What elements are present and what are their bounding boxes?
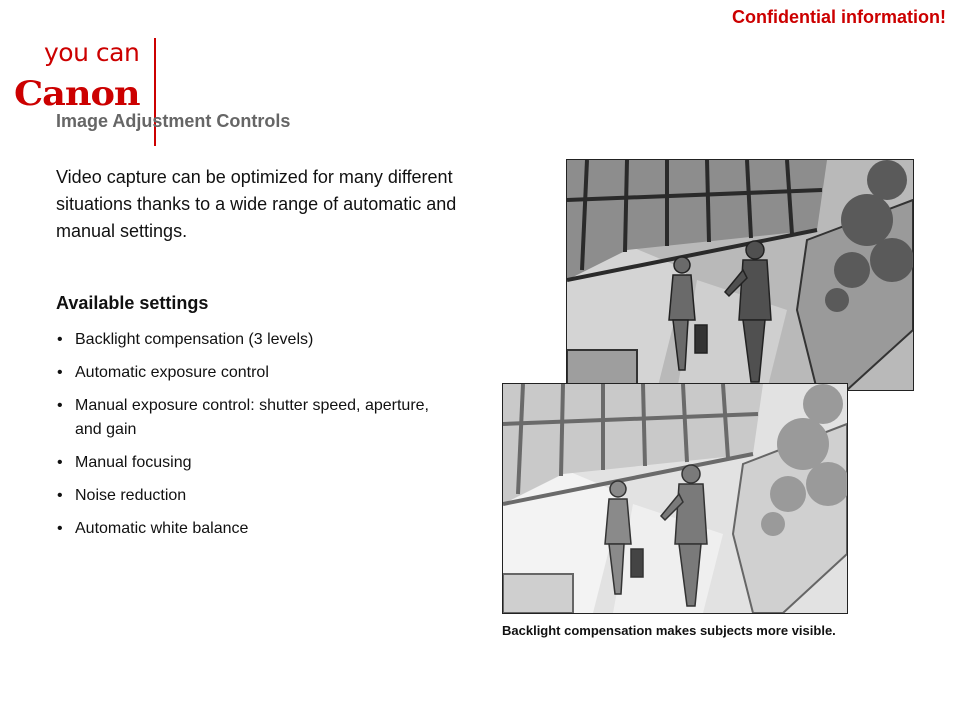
logo-tagline: you can xyxy=(44,38,140,67)
list-item: • Automatic exposure control xyxy=(56,361,456,385)
list-item: • Manual focusing xyxy=(56,451,456,475)
canon-logo xyxy=(14,38,144,113)
settings-heading: Available settings xyxy=(56,293,209,313)
confidential-notice: Confidential information! xyxy=(732,7,946,27)
list-item: • Automatic white balance xyxy=(56,517,456,541)
settings-list xyxy=(56,328,456,550)
logo-brand: Canon xyxy=(14,74,140,114)
list-item: • Manual exposure control: shutter speed, aperture, and gain xyxy=(56,394,456,442)
illustration-with-compensation xyxy=(502,383,848,614)
page-title: Image Adjustment Controls xyxy=(56,111,291,131)
list-item: • Noise reduction xyxy=(56,484,456,508)
figure-caption: Backlight compensation makes subjects more visible. xyxy=(502,623,836,638)
intro-paragraph: Video capture can be optimized for many different situations thanks to a wide range of automatic and manual settings. xyxy=(56,167,457,241)
list-item: • Backlight compensation (3 levels) xyxy=(56,328,456,352)
illustration-without-compensation xyxy=(566,159,914,391)
